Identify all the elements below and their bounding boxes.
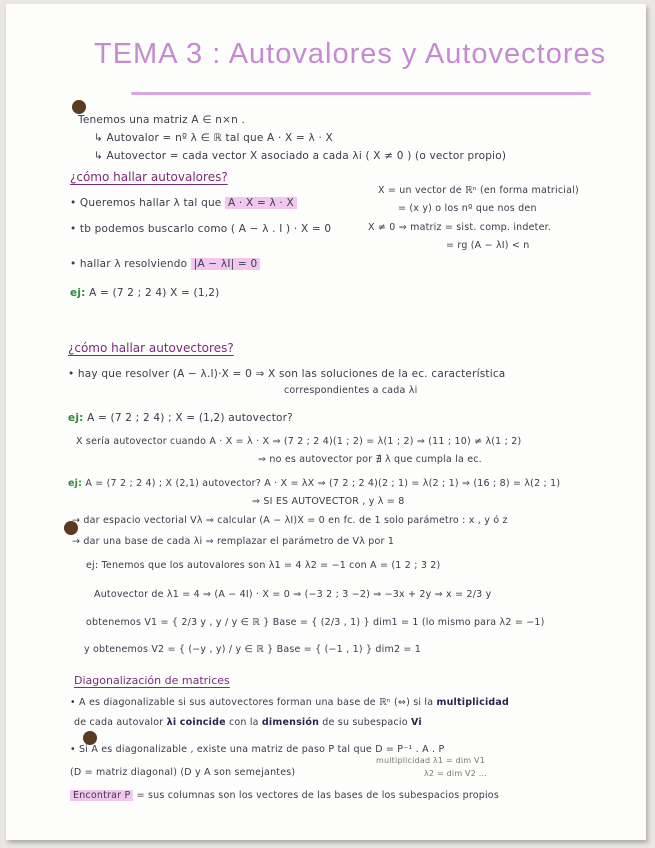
bold-text: λi coincide: [166, 717, 226, 728]
text-line: → dar una base de cada λi ⇒ remplazar el parámetro de Vλ por 1: [72, 536, 395, 547]
text: de cada autovalor: [74, 717, 167, 728]
text-line: → dar espacio vectorial Vλ ⇒ calcular (A − λI)X = 0 en fc. de 1 solo parámetro : x , y ó z: [72, 515, 508, 526]
text: • A es diagonalizable si sus autovectores forman una base de ℝⁿ (⇔) si la: [70, 697, 437, 708]
text: A = (7 2 ; 2 4) ; X = (1,2) autovector?: [87, 412, 293, 424]
text-line: [70, 197, 297, 209]
highlight: Encontrar P: [70, 790, 133, 801]
text-line: [74, 717, 422, 728]
text-line: (D = matriz diagonal) (D y A son semejantes): [70, 767, 296, 778]
text-line: y obtenemos V2 = { (−y , y) / y ∈ ℝ } Base = { (−1 , 1) } dim2 = 1: [84, 644, 422, 655]
example: [68, 412, 293, 424]
text-line: obtenemos V1 = { 2/3 y , y / y ∈ ℝ } Base = { (2/3 , 1) } dim1 = 1 (lo mismo para λ2 = −1): [86, 617, 545, 628]
highlight: A · X = λ · X: [225, 197, 297, 209]
text-line: Autovector de λ1 = 4 ⇒ (A − 4I) · X = 0 ⇒ (−3 2 ; 3 −2) ⇒ −3x + 2y ⇒ x = 2/3 y: [94, 589, 492, 600]
text: • Queremos hallar λ tal que: [70, 197, 226, 209]
text-line: • hay que resolver (A − λ.I)·X = 0 ⇒ X son las soluciones de la ec. característica: [68, 368, 506, 380]
text-line: [70, 258, 260, 270]
example: [70, 287, 219, 299]
title-underline: [131, 92, 591, 95]
side-note: = (x y) o los nº que nos den: [398, 203, 537, 214]
side-note: = rg (A − λI) < n: [446, 240, 530, 251]
heading-autovectores: ¿cómo hallar autovectores?: [68, 341, 234, 355]
bold-text: multiplicidad: [436, 697, 510, 708]
text-line: • tb podemos buscarlo como ( A − λ . I ) · X = 0: [70, 223, 332, 235]
side-note: λ2 = dim V2 ...: [424, 769, 487, 778]
intro-autovalor: ↳ Autovalor = nº λ ∈ ℝ tal que A · X = λ · X: [94, 132, 333, 144]
punch-hole: [72, 100, 86, 114]
text-line: • Si A es diagonalizable , existe una matriz de paso P tal que D = P⁻¹ . A . P: [70, 744, 445, 755]
side-note: X = un vector de ℝⁿ (en forma matricial): [378, 185, 579, 196]
text-line: ej: Tenemos que los autovalores son λ1 = 4 λ2 = −1 con A = (1 2 ; 3 2): [86, 560, 441, 571]
text-line: ⇒ SI ES AUTOVECTOR , y λ = 8: [252, 496, 405, 507]
text-line: [70, 697, 509, 708]
text: A = (7 2 ; 2 4) ; X (2,1) autovector? A · X = λX ⇒ (7 2 ; 2 4)(2 ; 1) = λ(2 ; 1) ⇒ (16 ; 8) = λ(2 ; 1): [85, 478, 561, 489]
page-title: TEMA 3 : Autovalores y Autovectores: [94, 38, 607, 70]
ej-label: ej:: [68, 478, 83, 489]
highlight: |A − λI| = 0: [191, 258, 261, 270]
bold-text: dimensión: [261, 717, 320, 728]
example: [68, 478, 560, 489]
side-note: X ≠ 0 ⇒ matriz = sist. comp. indeter.: [368, 222, 552, 233]
text: con la: [225, 717, 262, 728]
text-line: X sería autovector cuando A · X = λ · X ⇒ (7 2 ; 2 4)(1 ; 2) = λ(1 ; 2) ⇒ (11 ; 10) ≠ λ(1 ; 2): [76, 436, 522, 447]
text-line: ⇒ no es autovector por ∄ λ que cumpla la ec.: [258, 454, 482, 465]
heading-autovalores: ¿cómo hallar autovalores?: [70, 170, 228, 184]
side-note: multiplicidad λ1 = dim V1: [376, 756, 486, 765]
text-line: correspondientes a cada λi: [284, 385, 418, 396]
text: A = (7 2 ; 2 4) X = (1,2): [89, 287, 220, 299]
intro-autovector: ↳ Autovector = cada vector X asociado a cada λi ( X ≠ 0 ) (o vector propio): [94, 150, 507, 162]
ej-label: ej:: [70, 287, 86, 299]
bold-text: Vi: [410, 717, 422, 728]
text-line: [70, 790, 499, 801]
heading-diagonalizacion: Diagonalización de matrices: [74, 674, 230, 687]
notes-page: [6, 4, 646, 840]
text: • hallar λ resolviendo: [70, 258, 191, 270]
text: = sus columnas son los vectores de las bases de los subespacios propios: [133, 790, 499, 801]
punch-hole: [83, 731, 97, 745]
text: de su subespacio: [319, 717, 411, 728]
intro-line: Tenemos una matriz A ∈ n×n .: [78, 114, 245, 126]
ej-label: ej:: [68, 412, 84, 424]
